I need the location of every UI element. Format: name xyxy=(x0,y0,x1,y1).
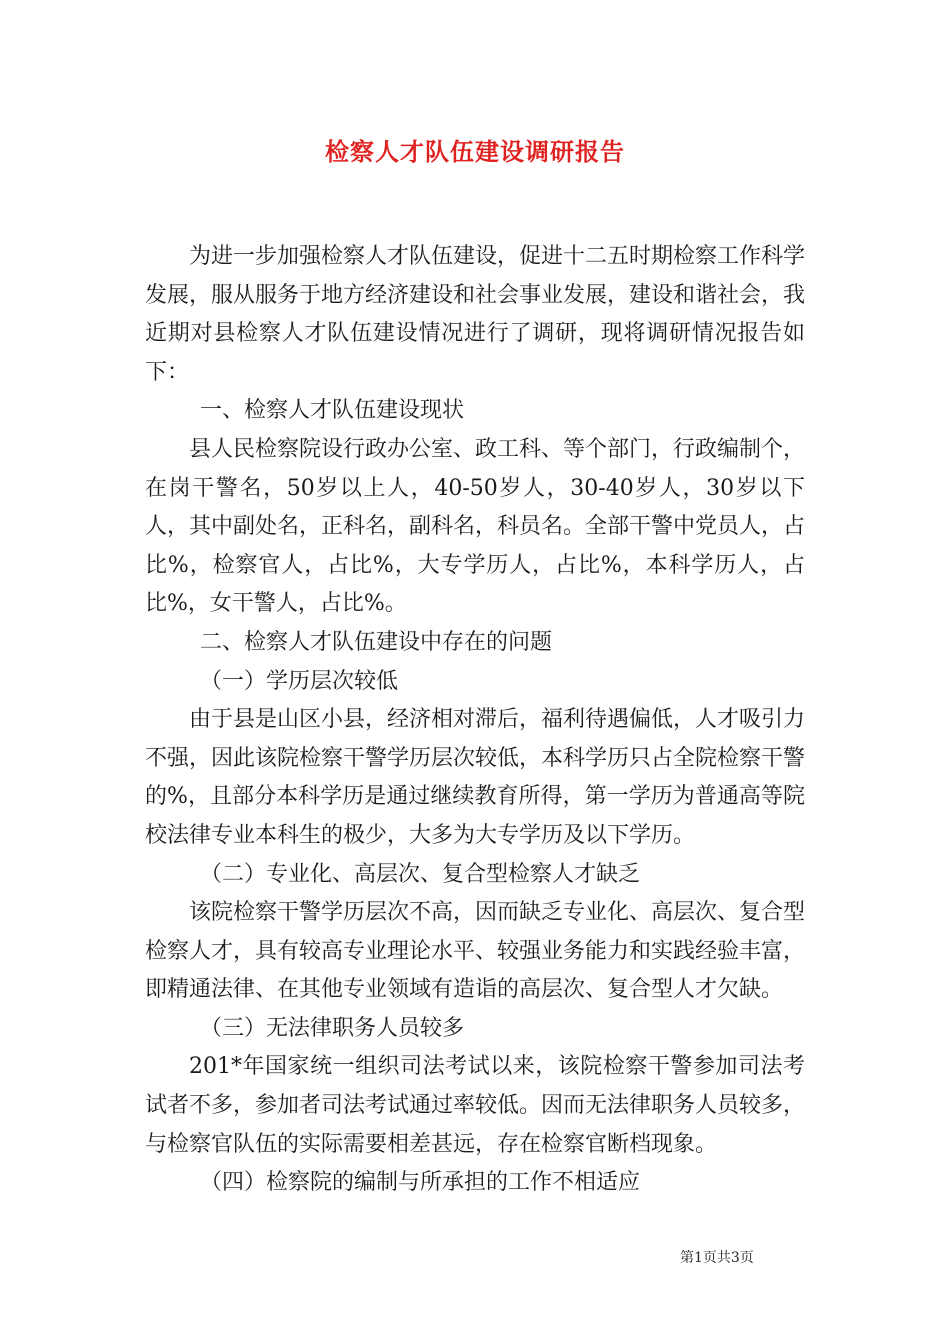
subheading-talent-shortage: （二）专业化、高层次、复合型检察人才缺乏 xyxy=(200,861,641,887)
education-paragraph: 由于县是山区小县，经济相对滞后，福利待遇偏低，人才吸引力不强，因此该院检察干警学历层次较低，本科学历只占全院检察干警的%，且部分本科学历是通过继续教育所得，第一学历为普通高等院校法律专业本科生的极少，大多为大专学历及以下学历。 xyxy=(145,707,806,848)
page-number: 第1页共3页 xyxy=(680,1250,754,1266)
subheading-legal-positions: （三）无法律职务人员较多 xyxy=(200,1015,465,1041)
legal-positions-paragraph: 201*年国家统一组织司法考试以来，该院检察干警参加司法考试者不多，参加者司法考试通过率较低。因而无法律职务人员较多，与检察官队伍的实际需要相差甚远，存在检察官断档现象。 xyxy=(145,1054,806,1157)
intro-paragraph: 为进一步加强检察人才队伍建设，促进十二五时期检察工作科学发展，服从服务于地方经济建设和社会事业发展，建设和谐社会，我近期对县检察人才队伍建设情况进行了调研，现将调研情况报告如下： xyxy=(145,244,806,385)
section-heading-current-status: 一、检察人才队伍建设现状 xyxy=(200,398,465,424)
section-heading-problems: 二、检察人才队伍建设中存在的问题 xyxy=(200,629,553,655)
document-body xyxy=(145,238,805,1203)
subheading-staffing: （四）检察院的编制与所承担的工作不相适应 xyxy=(200,1170,641,1196)
status-paragraph: 县人民检察院设行政办公室、政工科、等个部门，行政编制个，在岗干警名，50岁以上人，40-50岁人，30-40岁人，30岁以下人，其中副处名，正科名，副科名，科员名。全部干警中党员人，占比%，检察官人，占比%，大专学历人，占比%，本科学历人，占比%，女干警人，占比%。 xyxy=(145,436,806,617)
document-title: 检察人才队伍建设调研报告 xyxy=(325,137,625,166)
talent-paragraph: 该院检察干警学历层次不高，因而缺乏专业化、高层次、复合型检察人才，具有较高专业理论水平、较强业务能力和实践经验丰富，即精通法律、在其他专业领域有造诣的高层次、复合型人才欠缺。 xyxy=(145,900,806,1003)
subheading-education-level: （一）学历层次较低 xyxy=(200,668,399,694)
